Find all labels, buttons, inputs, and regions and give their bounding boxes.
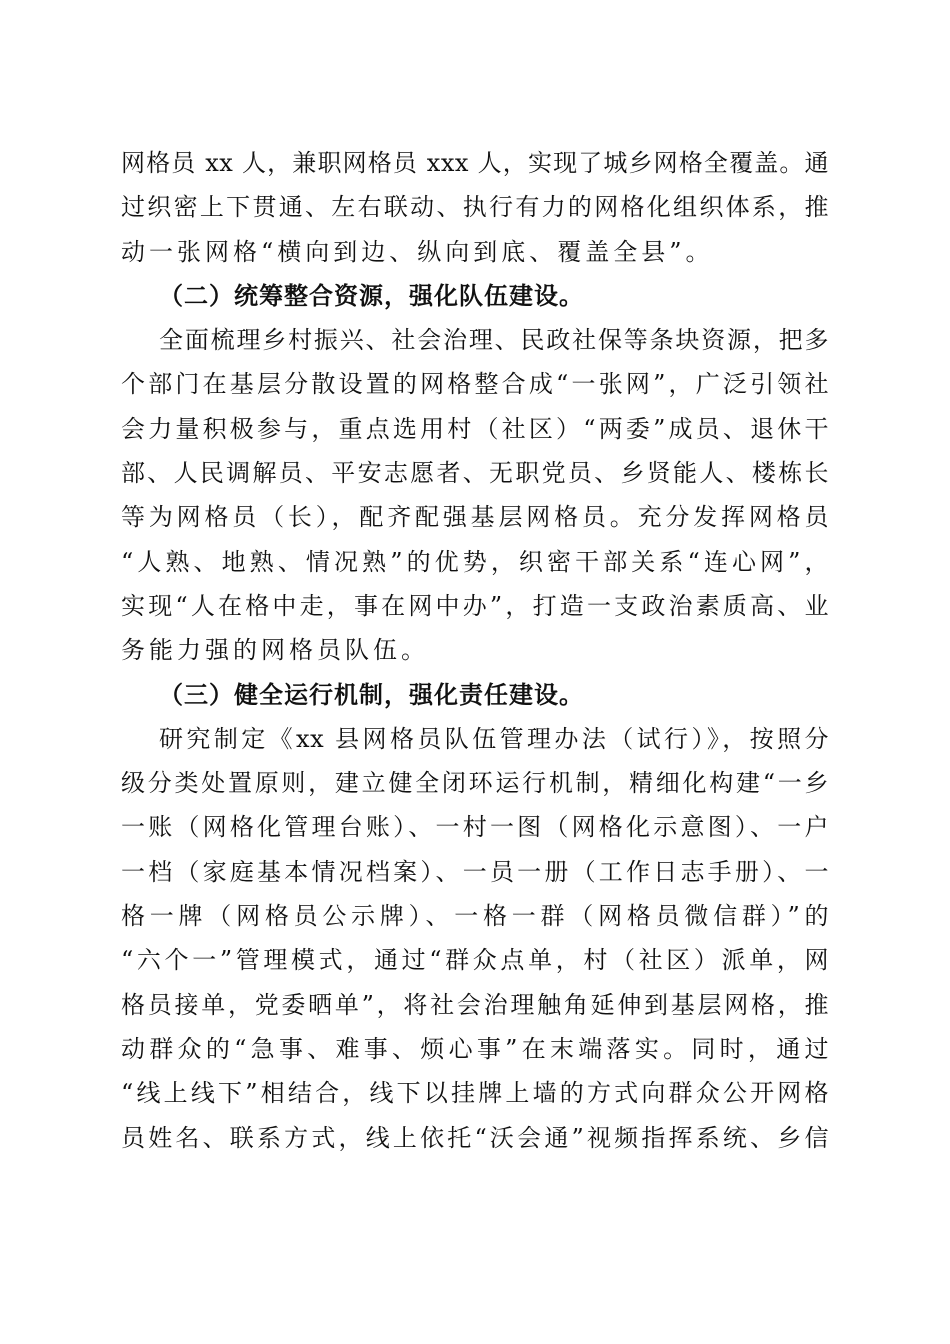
paragraph-3-line-8: 动群众的“急事、难事、烦心事”在末端落实。同时，通过 xyxy=(121,1034,829,1063)
paragraph-2-line-2: 个部门在基层分散设置的网格整合成“一张网”，广泛引领社 xyxy=(121,370,829,399)
paragraph-2-line-8: 务能力强的网格员队伍。 xyxy=(121,636,429,665)
document-body xyxy=(121,141,829,1160)
paragraph-1-line-3: 动一张网格“横向到边、纵向到底、覆盖全县”。 xyxy=(121,237,714,266)
paragraph-3-line-6: “六个一”管理模式，通过“群众点单，村（社区）派单，网 xyxy=(121,946,829,975)
paragraph-2-line-5: 等为网格员（长），配齐配强基层网格员。充分发挥网格员 xyxy=(121,503,829,532)
paragraph-3-line-2: 级分类处置原则，建立健全闭环运行机制，精细化构建“一乡 xyxy=(121,769,829,798)
paragraph-3-line-5: 格一牌（网格员公示牌）、一格一群（网格员微信群）”的 xyxy=(121,902,829,931)
paragraph-2-line-3: 会力量积极参与，重点选用村（社区）“两委”成员、退休干 xyxy=(121,414,829,443)
paragraph-1-line-1: 网格员 xx 人，兼职网格员 xxx 人，实现了城乡网格全覆盖。通 xyxy=(121,149,829,177)
section-heading-2: （二）统筹整合资源，强化队伍建设。 xyxy=(159,280,584,310)
paragraph-3-line-4: 一档（家庭基本情况档案）、一员一册（工作日志手册）、一 xyxy=(121,857,829,886)
paragraph-3-line-10: 员姓名、联系方式，线上依托“沃会通”视频指挥系统、乡信 xyxy=(121,1123,829,1152)
paragraph-3-line-3: 一账（网格化管理台账）、一村一图（网格化示意图）、一户 xyxy=(121,813,829,842)
paragraph-2-line-7: 实现“人在格中走，事在网中办”，打造一支政治素质高、业 xyxy=(121,591,829,620)
paragraph-3-line-1: 研究制定《xx 县网格员队伍管理办法（试行）》，按照分 xyxy=(159,724,829,753)
paragraph-3-line-7: 格员接单，党委晒单”，将社会治理触角延伸到基层网格，推 xyxy=(121,990,829,1019)
paragraph-3-line-9: “线上线下”相结合，线下以挂牌上墙的方式向群众公开网格 xyxy=(121,1079,829,1108)
paragraph-1-line-2: 过织密上下贯通、左右联动、执行有力的网格化组织体系，推 xyxy=(121,193,829,222)
paragraph-2-line-1: 全面梳理乡村振兴、社会治理、民政社保等条块资源，把多 xyxy=(159,326,829,355)
paragraph-2-line-6: “人熟、地熟、情况熟”的优势，织密干部关系“连心网”， xyxy=(121,547,829,576)
section-heading-3: （三）健全运行机制，强化责任建设。 xyxy=(159,679,584,709)
paragraph-2-line-4: 部、人民调解员、平安志愿者、无职党员、乡贤能人、楼栋长 xyxy=(121,459,829,488)
